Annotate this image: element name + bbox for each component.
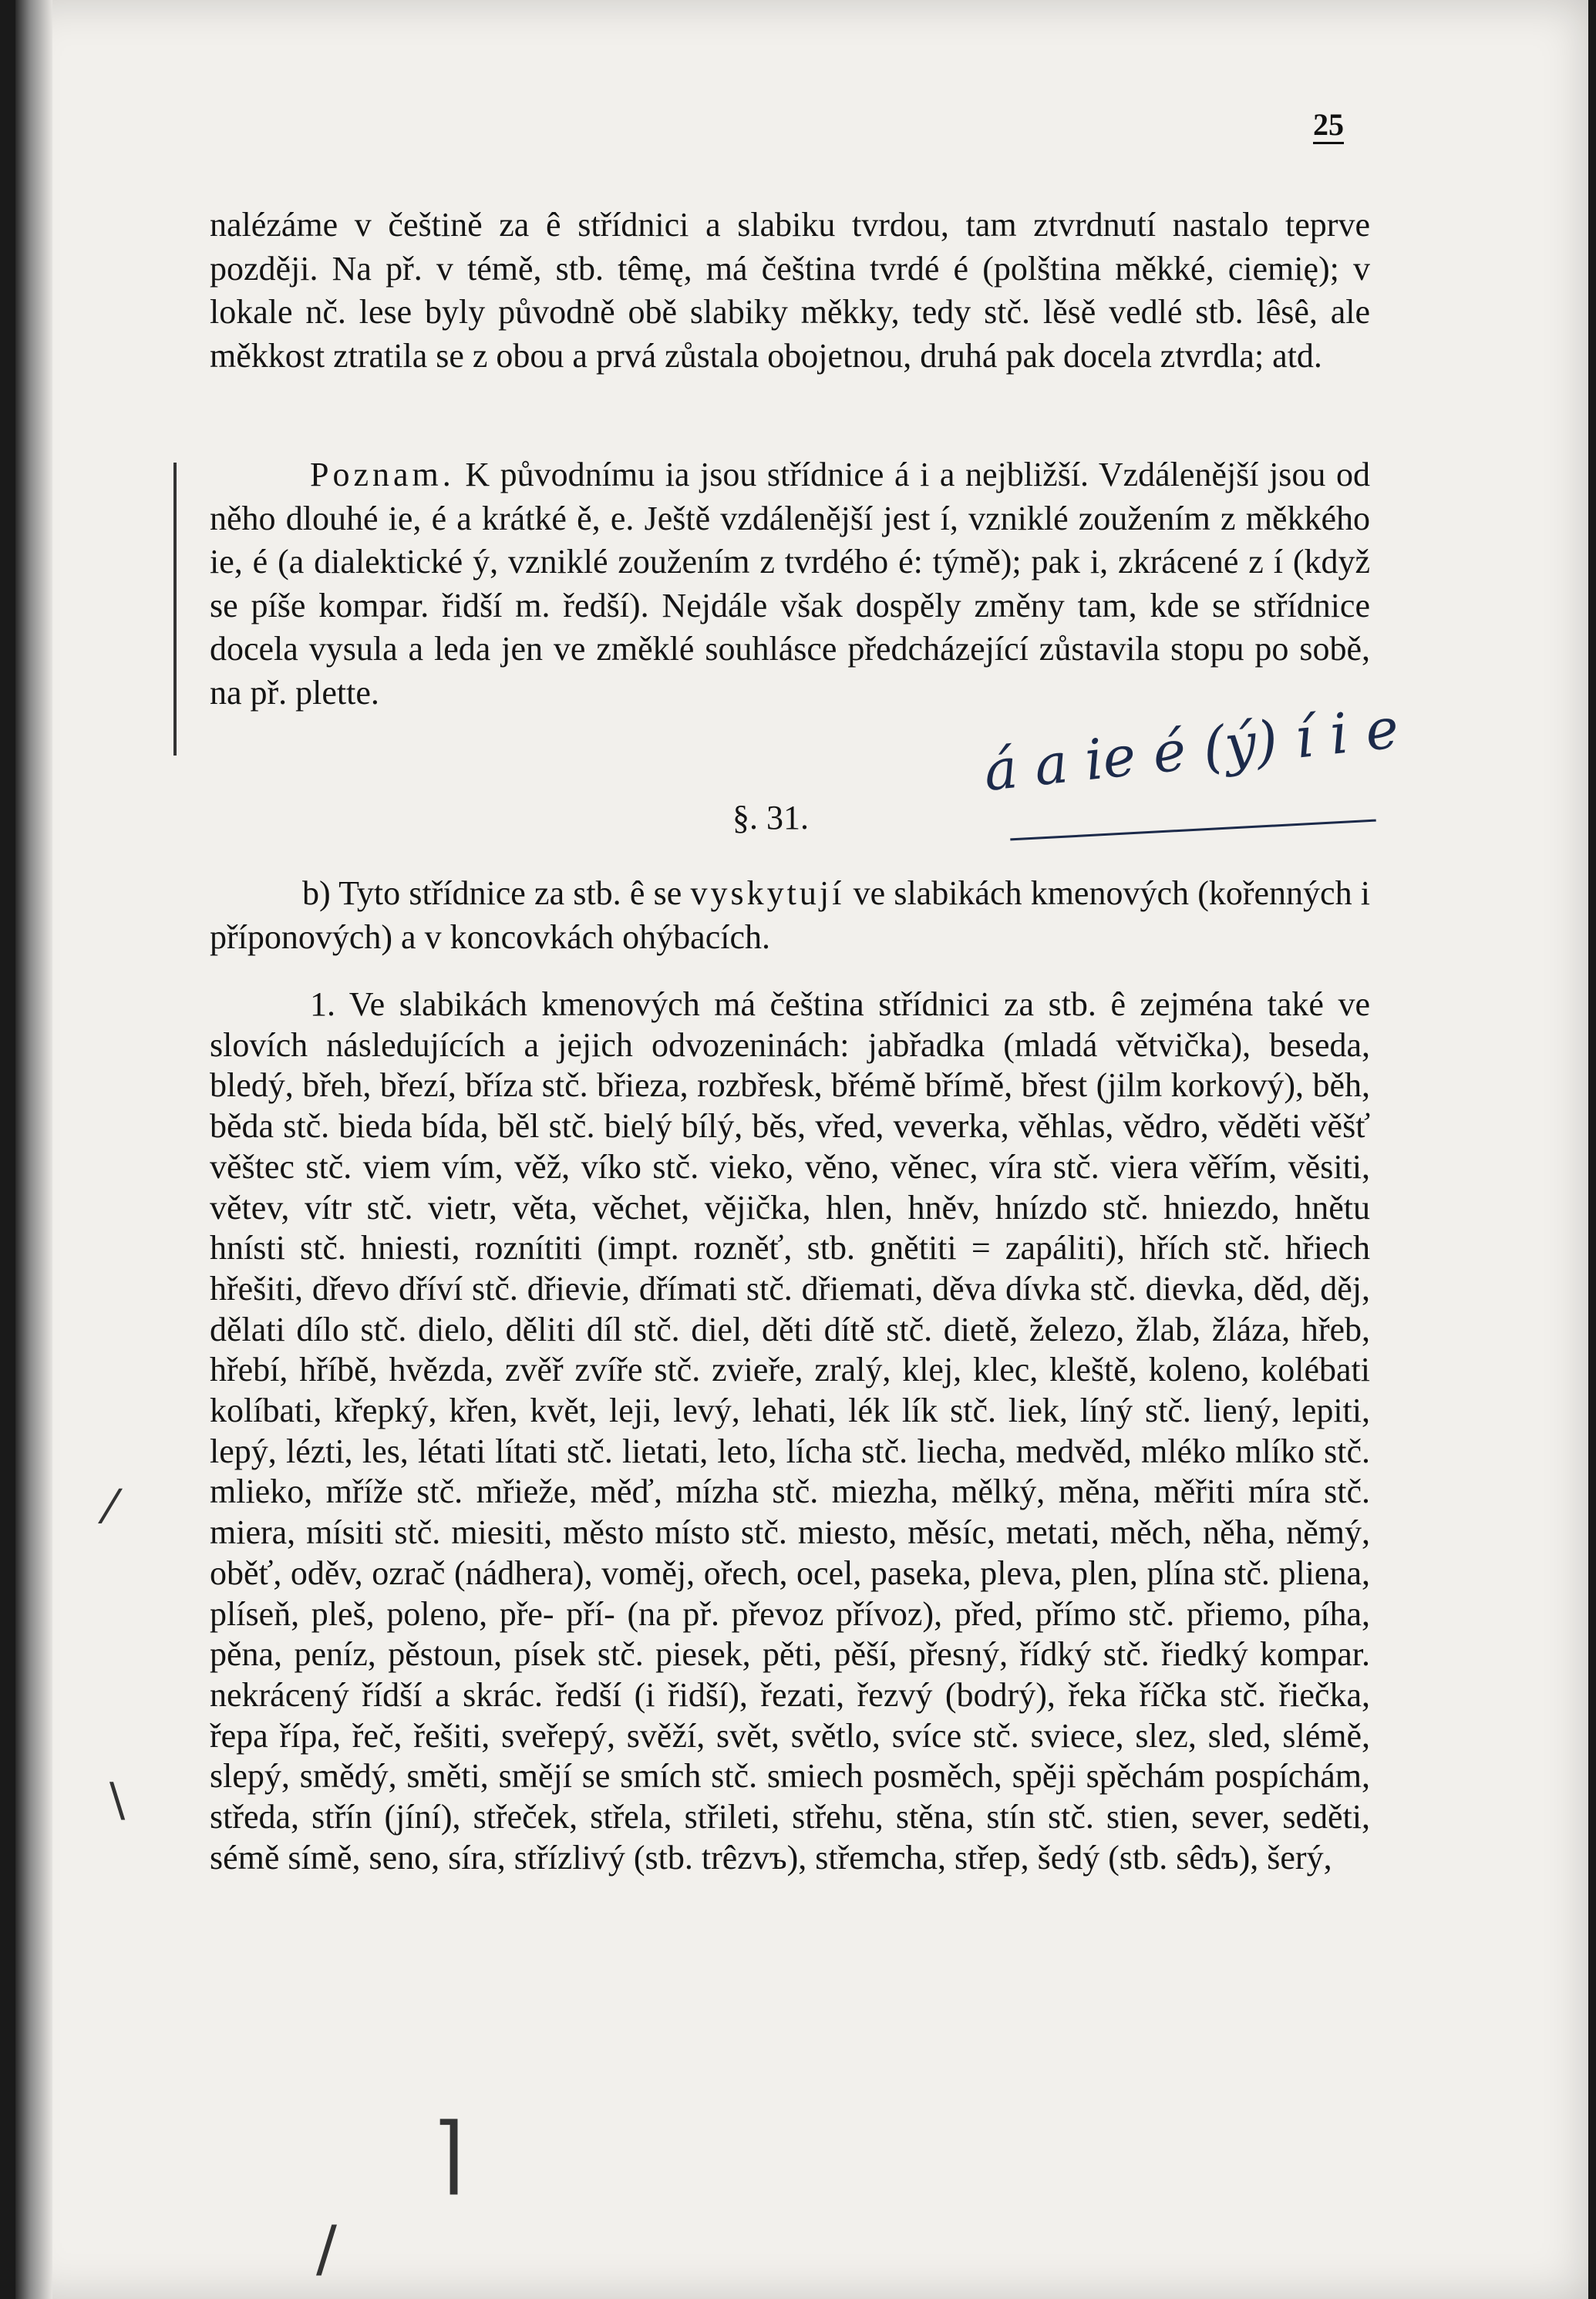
book-page [15, 0, 1588, 2299]
paragraph-3 [210, 872, 1370, 959]
paragraph-3-end: ve slabikách kmenových (kořenných i příponových) a v koncovkách ohýbacích. [210, 874, 1371, 956]
paragraph-1: nalézáme v češtině za ê střídnici a slabiku tvrdou, tam ztvrdnutí nastalo teprve později. Na př. v témě, stb. têmę, má čeština tvrdé é (polština měkké, ciemię); v lokale nč. lese byly původně obě slabiky měkky, tedy stč. lěsě vedlé stb. lêsê, ale měkkost ztratila se z obou a prvá zůstala obojetnou, druhá pak docela ztvrdla; atd. [210, 206, 1370, 375]
page-number: 25 [1313, 108, 1344, 144]
note-lead: Poznam. [310, 456, 455, 493]
handwritten-underline [1010, 820, 1376, 841]
paragraph-3-spaced: vyskytují [690, 874, 845, 912]
paragraph-2 [210, 453, 1370, 715]
paragraph-3-start: b) Tyto střídnice za stb. ê se [302, 874, 682, 912]
pencil-mark: \ [109, 1773, 126, 1827]
scan-edge [15, 0, 52, 2299]
handwritten-margin-note: á a ie é (ý) í i e [981, 695, 1402, 803]
margin-bracket [173, 463, 177, 756]
pencil-mark: ⌉ [432, 2105, 465, 2203]
paragraph-4: 1. Ve slabikách kmenových má čeština střídnici za stb. ê zejména také ve slovích následujících a jejich odvozeninách: jabřadka (mladá větvička), beseda, bledý, břeh, březí, bříza stč. břieza, rozbřesk, břémě břímě, břest (jilm korkový), běh, běda stč. bieda bída, běl stč. bielý bílý, běs, vřed, veverka, věhlas, vědro, věděti věšť věštec stč. viem vím, věž, víko stč. vieko, věno, věnec, víra stč. viera věřím, věsiti, větev, vítr stč. vietr, věta, věchet, vějička, hlen, hněv, hnízdo stč. hniezdo, hnětu hnísti stč. hniesti, roznítiti (impt. rozněť, stb. gnětiti = zapáliti), hřích stč. hřiech hřešiti, dřevo dříví stč. dřievie, dřímati stč. dřiemati, děva dívka stč. dievka, děd, děj, dělati dílo stč. dielo, děliti díl stč. diel, děti dítě stč. dietě, železo, žlab, žláza, hřeb, hřebí, hříbě, hvězda, zvěř zvíře stč. zvieře, zralý, klej, klec, kleště, koleno, kolébati kolíbati, křepký, křen, květ, leji, levý, lehati, lék lík stč. liek, líný stč. liený, lepiti, lepý, lézti, les, létati lítati stč. lietati, leto, lícha stč. liecha, medvěd, mléko mlíko stč. mlieko, mříže stč. mřieže, měď, mízha stč. miezha, mělký, měna, měřiti míra stč. miera, mísiti stč. miesiti, město místo stč. miesto, měsíc, metati, měch, něha, němý, oběť, oděv, ozrač (nádhera), voměj, ořech, ocel, paseka, pleva, plen, plína stč. pliena, plíseň, pleš, poleno, pře- pří- (na př. převoz přívoz), před, přímo stč. přiemo, píha, pěna, peníz, pěstoun, písek stč. piesek, pěti, pěší, přesný, řídký stč. řiedký kompar. nekrácený řídší a skrác. ředší (i řidší), řezati, řezvý (bodrý), řeka říčka stč. řiečka, řepa řípa, řeč, řešiti, sveřepý, svěží, svět, světlo, svíce stč. sviece, slez, sled, slémě, slepý, smědý, směti, smějí se smích stč. smiech posměch, spěji spěchám pospíchám, středa, střín (jíní), střeček, střela, střileti, střehu, stěna, stín stč. stien, sever, seděti, sémě símě, seno, síra, střízlivý (stb. trêzvъ), střemcha, střep, šedý (stb. sêdъ), šerý, [210, 985, 1370, 1877]
pencil-mark: ⁄ [106, 1480, 115, 1534]
pencil-mark: / [316, 2213, 337, 2284]
note-body: K původnímu ia jsou střídnice á i a nejbližší. Vzdálenější jsou od něho dlouhé ie, é a krátké ě, e. Ještě vzdálenější jest í, vzniklé zoužením z měkkého ie, é (a dialektické ý, vzniklé zoužením z tvrdého é: týmě); pak i, zkrácené z í (když se píše kompar. řidší m. ředší). Nejdále však dospěly změny tam, kde se střídnice docela vysula a leda jen ve změklé souhlásce předcházející zůstavila stopu po sobě, na př. plette. [210, 456, 1370, 712]
section-heading: §. 31. [732, 799, 809, 836]
